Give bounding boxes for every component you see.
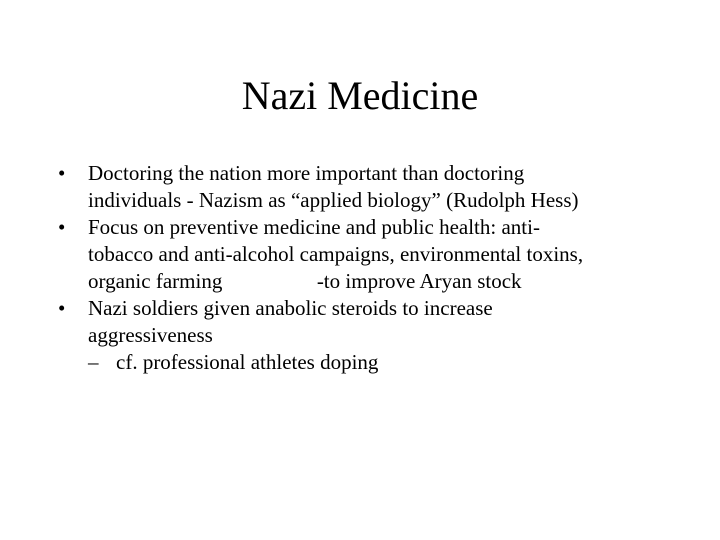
- slide-title: Nazi Medicine: [241, 73, 479, 118]
- bullet-item-3: [56, 295, 696, 349]
- bullet-1-line-2: individuals - Nazism as “applied biology” (Rudolph Hess): [88, 188, 579, 212]
- sub-bullet-text: cf. professional athletes doping: [116, 350, 379, 374]
- bullet-2-line-1: Focus on preventive medicine and public health: anti-: [88, 215, 540, 239]
- bullet-2-line-3: organic farming -to improve Aryan stock: [88, 269, 522, 293]
- bullet-2-line-2: tobacco and anti-alcohol campaigns, environmental toxins,: [88, 242, 584, 266]
- bullet-1-line-1: Doctoring the nation more important than doctoring: [88, 161, 525, 185]
- bullet-3-line-2: aggressiveness: [88, 323, 213, 347]
- bullet-list: [56, 160, 696, 376]
- bullet-item-2: [56, 214, 696, 295]
- bullet-item-1: [56, 160, 696, 214]
- sub-bullet-item: [56, 349, 696, 376]
- bullet-icon: •: [58, 215, 66, 239]
- bullet-icon: •: [58, 161, 66, 185]
- bullet-3-line-1: Nazi soldiers given anabolic steroids to increase: [88, 296, 493, 320]
- bullet-icon: •: [58, 296, 66, 320]
- dash-icon: –: [88, 350, 99, 374]
